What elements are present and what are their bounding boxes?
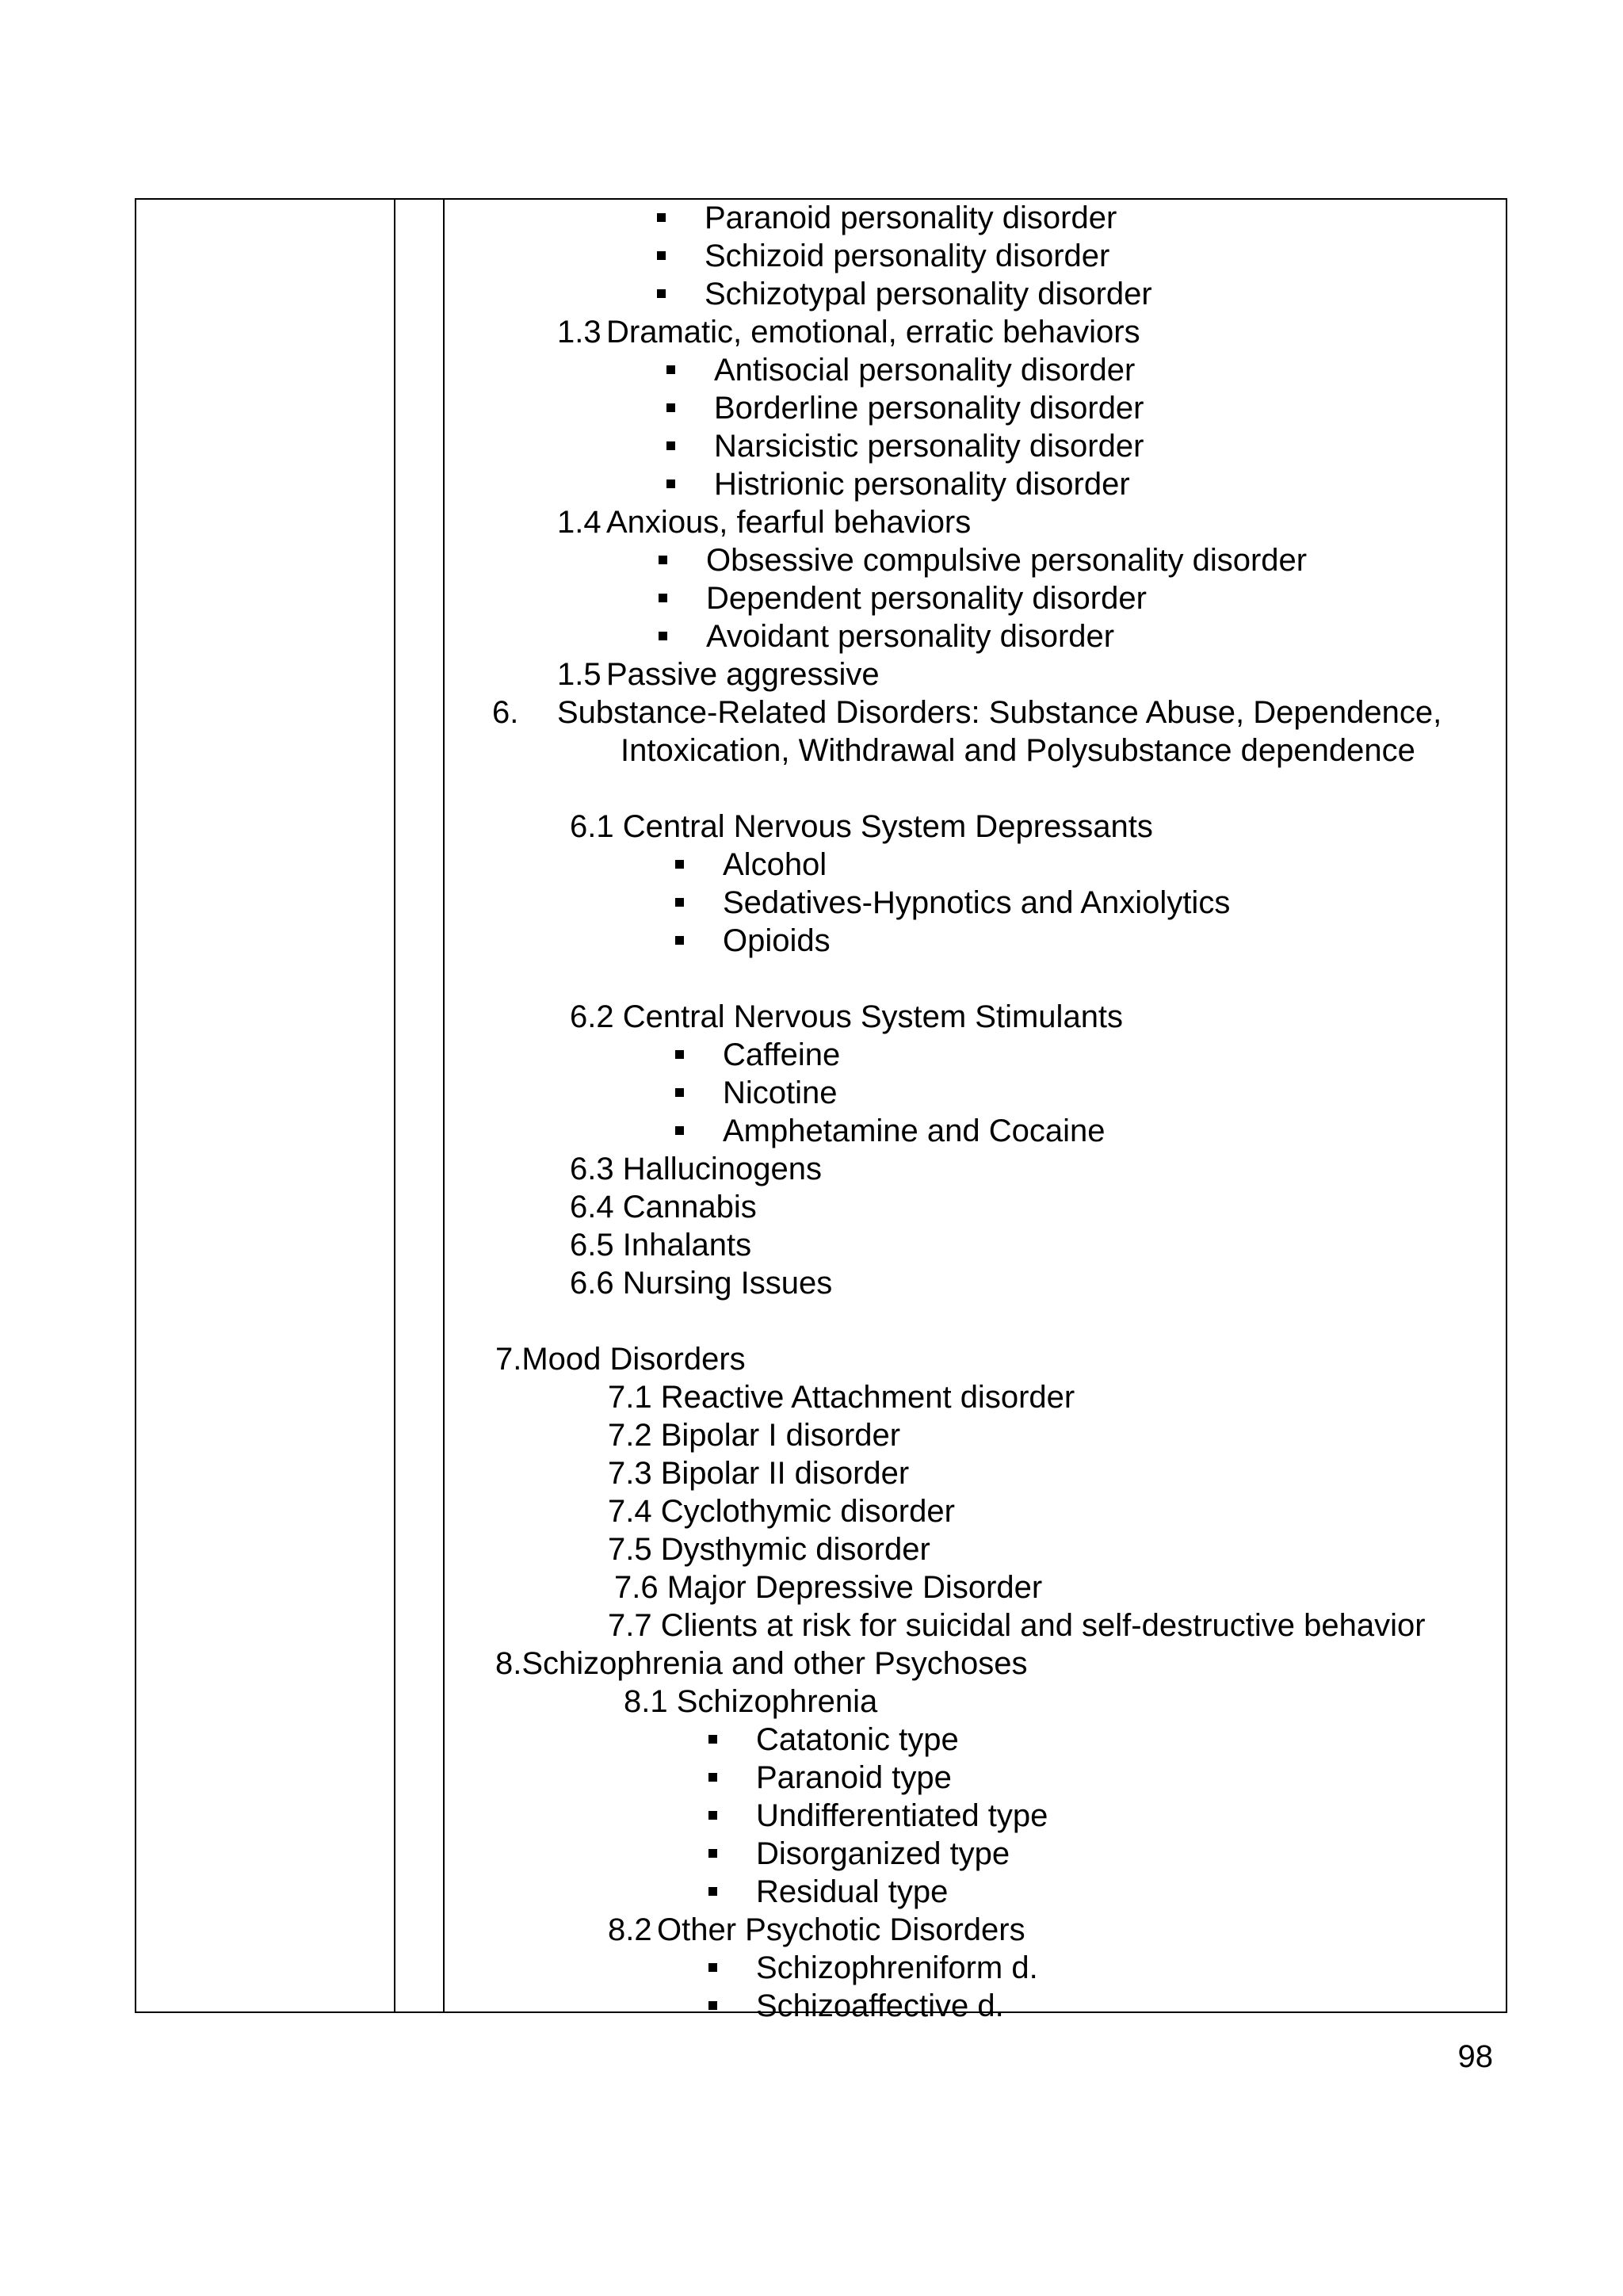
- subsection-heading: 7.4 Cyclothymic disorder: [608, 1494, 955, 1529]
- list-item: Amphetamine and Cocaine: [723, 1114, 1106, 1148]
- subsection-heading: 7.7 Clients at risk for suicidal and self-destructive behavior: [608, 1608, 1426, 1643]
- bullet-icon: [675, 1050, 684, 1059]
- subsection-heading: 6.4 Cannabis: [570, 1190, 757, 1224]
- section-heading: Anxious, fearful behaviors: [606, 505, 972, 540]
- list-item: Avoidant personality disorder: [706, 619, 1115, 654]
- subsection-heading: 7.2 Bipolar I disorder: [608, 1418, 901, 1453]
- subsection-heading: 6.3 Hallucinogens: [570, 1152, 822, 1186]
- subsection-heading: 7.1 Reactive Attachment disorder: [608, 1380, 1075, 1415]
- list-item: Schizophreniform d.: [756, 1950, 1038, 1985]
- section-number: 8.2: [608, 1912, 652, 1947]
- list-item: Caffeine: [723, 1037, 841, 1072]
- bullet-icon: [675, 860, 684, 869]
- list-item: Schizotypal personality disorder: [705, 277, 1152, 311]
- subsection-heading: 7.3 Bipolar II disorder: [608, 1456, 910, 1491]
- subsection-heading: 6.2 Central Nervous System Stimulants: [570, 999, 1124, 1034]
- subsection-heading: Other Psychotic Disorders: [657, 1912, 1025, 1947]
- bullet-icon: [708, 2001, 717, 2010]
- bullet-icon: [675, 898, 684, 907]
- bullet-icon: [666, 403, 675, 412]
- list-item: Catatonic type: [756, 1722, 959, 1757]
- bullet-icon: [657, 213, 666, 222]
- bullet-icon: [666, 479, 675, 488]
- page-number: 98: [1457, 2039, 1493, 2074]
- section-title: Intoxication, Withdrawal and Polysubstance dependence: [621, 733, 1415, 768]
- bullet-icon: [708, 1811, 717, 1820]
- column-divider-1: [394, 200, 395, 2011]
- bullet-icon: [657, 289, 666, 298]
- list-item: Histrionic personality disorder: [714, 467, 1130, 502]
- section-number: 6.: [492, 695, 519, 730]
- list-item: Antisocial personality disorder: [714, 353, 1136, 388]
- bullet-icon: [659, 556, 667, 564]
- list-item: Borderline personality disorder: [714, 391, 1144, 426]
- subsection-heading: 8.1 Schizophrenia: [624, 1684, 878, 1719]
- bullet-icon: [657, 251, 666, 260]
- section-number: 1.3: [557, 315, 601, 350]
- list-item: Nicotine: [723, 1075, 838, 1110]
- bullet-icon: [666, 365, 675, 374]
- list-item: Paranoid personality disorder: [705, 201, 1117, 235]
- list-item: Disorganized type: [756, 1836, 1010, 1871]
- bullet-icon: [708, 1773, 717, 1782]
- subsection-heading: 7.5 Dysthymic disorder: [608, 1532, 930, 1567]
- section-number: 1.5: [557, 657, 601, 692]
- list-item: Narsicistic personality disorder: [714, 429, 1144, 464]
- list-item: Sedatives-Hypnotics and Anxiolytics: [723, 885, 1231, 920]
- column-divider-2: [443, 200, 445, 2011]
- bullet-icon: [675, 1088, 684, 1097]
- bullet-icon: [708, 1849, 717, 1858]
- bullet-icon: [708, 1735, 717, 1744]
- list-item: Paranoid type: [756, 1760, 952, 1795]
- bullet-icon: [666, 441, 675, 450]
- bullet-icon: [675, 936, 684, 945]
- section-heading: Dramatic, emotional, erratic behaviors: [606, 315, 1140, 350]
- list-item: Dependent personality disorder: [706, 581, 1147, 616]
- section-title: 8.Schizophrenia and other Psychoses: [495, 1646, 1028, 1681]
- list-item: Residual type: [756, 1874, 949, 1909]
- bullet-icon: [659, 632, 667, 640]
- section-heading: Passive aggressive: [606, 657, 880, 692]
- bullet-icon: [708, 1887, 717, 1896]
- section-title: Substance-Related Disorders: Substance Abuse, Dependence,: [557, 695, 1442, 730]
- list-item: Schizoid personality disorder: [705, 239, 1110, 273]
- list-item: Opioids: [723, 923, 831, 958]
- bullet-icon: [708, 1963, 717, 1972]
- subsection-heading: 6.6 Nursing Issues: [570, 1266, 833, 1301]
- list-item: Alcohol: [723, 847, 827, 882]
- subsection-heading: 6.1 Central Nervous System Depressants: [570, 809, 1153, 844]
- subsection-heading: 7.6 Major Depressive Disorder: [614, 1570, 1043, 1605]
- list-item: Schizoaffective d.: [756, 1988, 1004, 2023]
- section-title: 7.Mood Disorders: [495, 1342, 746, 1377]
- section-number: 1.4: [557, 505, 601, 540]
- bullet-icon: [675, 1126, 684, 1135]
- list-item: Obsessive compulsive personality disorder: [706, 543, 1308, 578]
- subsection-heading: 6.5 Inhalants: [570, 1228, 752, 1263]
- list-item: Undifferentiated type: [756, 1798, 1048, 1833]
- bullet-icon: [659, 594, 667, 602]
